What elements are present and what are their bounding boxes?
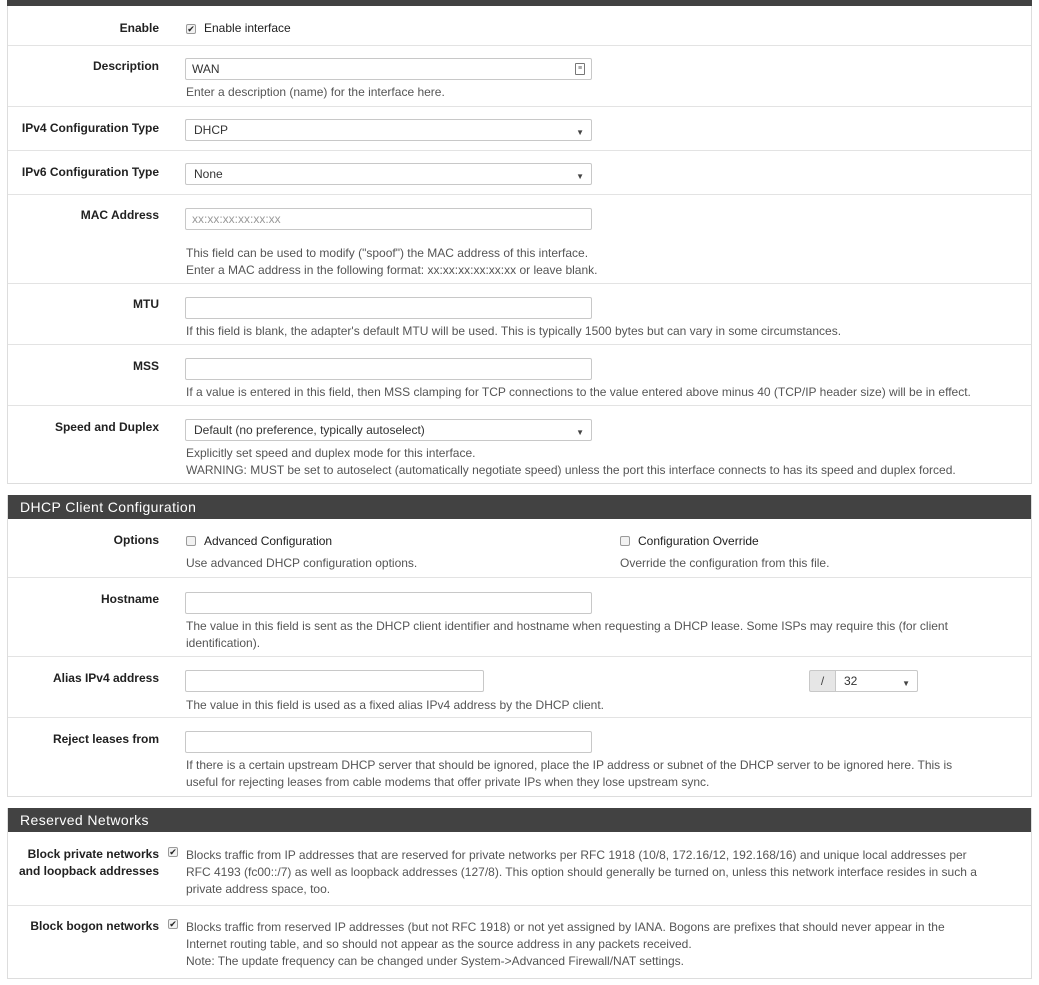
- advanced-configuration-help: Use advanced DHCP configuration options.: [186, 556, 418, 570]
- mac-address-label: MAC Address: [80, 208, 159, 222]
- description-row: [8, 46, 1031, 107]
- block-private-label-line1: Block private networks: [27, 847, 159, 861]
- configuration-override-checkbox[interactable]: [620, 536, 630, 546]
- block-bogon-label: Block bogon networks: [30, 919, 159, 933]
- reject-leases-help-line2: useful for rejecting leases from cable modems that offer private IPs when they lose upstream sync.: [186, 775, 710, 789]
- block-bogon-help-line1: Blocks traffic from reserved IP addresses (but not RFC 1918) or not yet assigned by IANA. Bogons are prefixes that should never appear in the: [186, 920, 945, 934]
- block-bogon-help-line2: Internet routing table, and so should not appear as the source address in any packets received.: [186, 937, 692, 951]
- mac-address-help-line2: Enter a MAC address in the following format: xx:xx:xx:xx:xx:xx or leave blank.: [186, 263, 598, 277]
- speed-duplex-value: Default (no preference, typically autoselect): [194, 423, 425, 437]
- hostname-input[interactable]: [185, 592, 592, 614]
- check-icon: ✔: [169, 919, 177, 929]
- enable-label: Enable: [119, 21, 159, 35]
- alias-ipv4-input[interactable]: [185, 670, 484, 692]
- mtu-row: [8, 284, 1031, 345]
- ipv4-type-value: DHCP: [194, 123, 229, 137]
- block-private-row: [8, 832, 1031, 906]
- ipv4-type-label: IPv4 Configuration Type: [21, 121, 159, 135]
- advanced-configuration-label[interactable]: Advanced Configuration: [204, 534, 333, 548]
- reject-leases-input[interactable]: [185, 731, 592, 753]
- speed-duplex-help-line1: Explicitly set speed and duplex mode for this interface.: [186, 446, 476, 460]
- ipv6-type-value: None: [194, 167, 223, 181]
- hostname-row: [8, 578, 1031, 657]
- dhcp-options-row: [8, 519, 1031, 578]
- dhcp-panel-title: DHCP Client Configuration: [8, 495, 1031, 519]
- mss-help: If a value is entered in this field, then MSS clamping for TCP connections to the value entered above minus 40 (TCP/IP header size) will be in effect.: [186, 385, 971, 399]
- ipv6-type-label: IPv6 Configuration Type: [21, 165, 159, 179]
- speed-duplex-help-line2: WARNING: MUST be set to autoselect (automatically negotiate speed) unless the port this interface connects to has its speed and duplex forced.: [186, 463, 956, 477]
- description-value: WAN: [192, 62, 220, 76]
- block-bogon-row: [8, 906, 1031, 978]
- description-input[interactable]: [185, 58, 592, 80]
- block-bogon-help-line3: Note: The update frequency can be changed under System->Advanced Firewall/NAT settings.: [186, 954, 684, 968]
- chevron-down-icon: ▼: [576, 428, 584, 437]
- mac-address-help-line1: This field can be used to modify ("spoof") the MAC address of this interface.: [186, 246, 589, 260]
- advanced-configuration-checkbox[interactable]: [186, 536, 196, 546]
- reject-leases-row: [8, 718, 1031, 796]
- mss-row: [8, 345, 1031, 406]
- check-icon: ✔: [187, 24, 195, 34]
- cidr-slash-addon: /: [809, 670, 835, 692]
- ipv6-type-select[interactable]: [185, 163, 592, 185]
- alias-ipv4-help: The value in this field is used as a fixed alias IPv4 address by the DHCP client.: [186, 698, 604, 712]
- check-icon: ✔: [169, 847, 177, 857]
- configuration-override-label[interactable]: Configuration Override: [638, 534, 759, 548]
- speed-duplex-select[interactable]: [185, 419, 592, 441]
- mtu-input[interactable]: [185, 297, 592, 319]
- mac-address-placeholder: xx:xx:xx:xx:xx:xx: [192, 212, 281, 226]
- chevron-down-icon: ▼: [576, 128, 584, 137]
- hostname-help-line2: identification).: [186, 636, 261, 650]
- reject-leases-label: Reject leases from: [52, 732, 159, 746]
- mac-address-input[interactable]: [185, 208, 592, 230]
- ipv6-type-row: [8, 151, 1031, 195]
- block-private-label-line2: and loopback addresses: [18, 864, 159, 878]
- chevron-down-icon: ▼: [576, 172, 584, 181]
- dhcp-client-panel: [7, 495, 1032, 797]
- enable-checkbox[interactable]: [186, 24, 196, 34]
- reject-leases-help-line1: If there is a certain upstream DHCP server that should be ignored, place the IP address or subnet of the DHCP server to be ignored here. This is: [186, 758, 953, 772]
- ipv4-type-select[interactable]: [185, 119, 592, 141]
- mss-label: MSS: [132, 359, 159, 373]
- block-private-checkbox[interactable]: [168, 847, 178, 857]
- hostname-help-line1: The value in this field is sent as the DHCP client identifier and hostname when requesting a DHCP lease. Some ISPs may require this (for client: [186, 619, 948, 633]
- block-bogon-checkbox[interactable]: [168, 919, 178, 929]
- reserved-networks-panel: [7, 808, 1032, 979]
- ipv4-type-row: [8, 107, 1031, 151]
- reserved-networks-title: Reserved Networks: [8, 808, 1031, 832]
- alias-cidr-value: 32: [844, 674, 858, 688]
- speed-duplex-label: Speed and Duplex: [54, 420, 159, 434]
- alias-cidr-select[interactable]: [835, 670, 918, 692]
- block-private-help-line3: private address space, too.: [186, 882, 331, 896]
- mss-input[interactable]: [185, 358, 592, 380]
- description-help: Enter a description (name) for the interface here.: [186, 85, 445, 99]
- id-card-icon[interactable]: ≡: [575, 63, 585, 75]
- chevron-down-icon: ▼: [902, 679, 910, 688]
- general-configuration-panel: [7, 6, 1032, 484]
- speed-duplex-row: [8, 406, 1031, 484]
- enable-row: [8, 6, 1031, 46]
- description-label: Description: [92, 59, 159, 73]
- alias-ipv4-row: [8, 657, 1031, 718]
- mtu-help: If this field is blank, the adapter's default MTU will be used. This is typically 1500 bytes but can vary in some circumstances.: [186, 324, 842, 338]
- alias-ipv4-label: Alias IPv4 address: [52, 671, 159, 685]
- mtu-label: MTU: [133, 297, 159, 311]
- block-private-help-line1: Blocks traffic from IP addresses that are reserved for private networks per RFC 1918 (10/8, 172.16/12, 192.168/16) and unique local addresses per: [186, 848, 967, 862]
- block-private-help-line2: RFC 4193 (fc00::/7) as well as loopback addresses (127/8). This option should generally be turned on, unless this network interface resides in such a: [186, 865, 977, 879]
- enable-checkbox-label[interactable]: Enable interface: [204, 21, 291, 35]
- hostname-label: Hostname: [100, 592, 159, 606]
- mac-address-row: [8, 195, 1031, 284]
- configuration-override-help: Override the configuration from this file.: [620, 556, 830, 570]
- dhcp-options-label: Options: [113, 533, 159, 547]
